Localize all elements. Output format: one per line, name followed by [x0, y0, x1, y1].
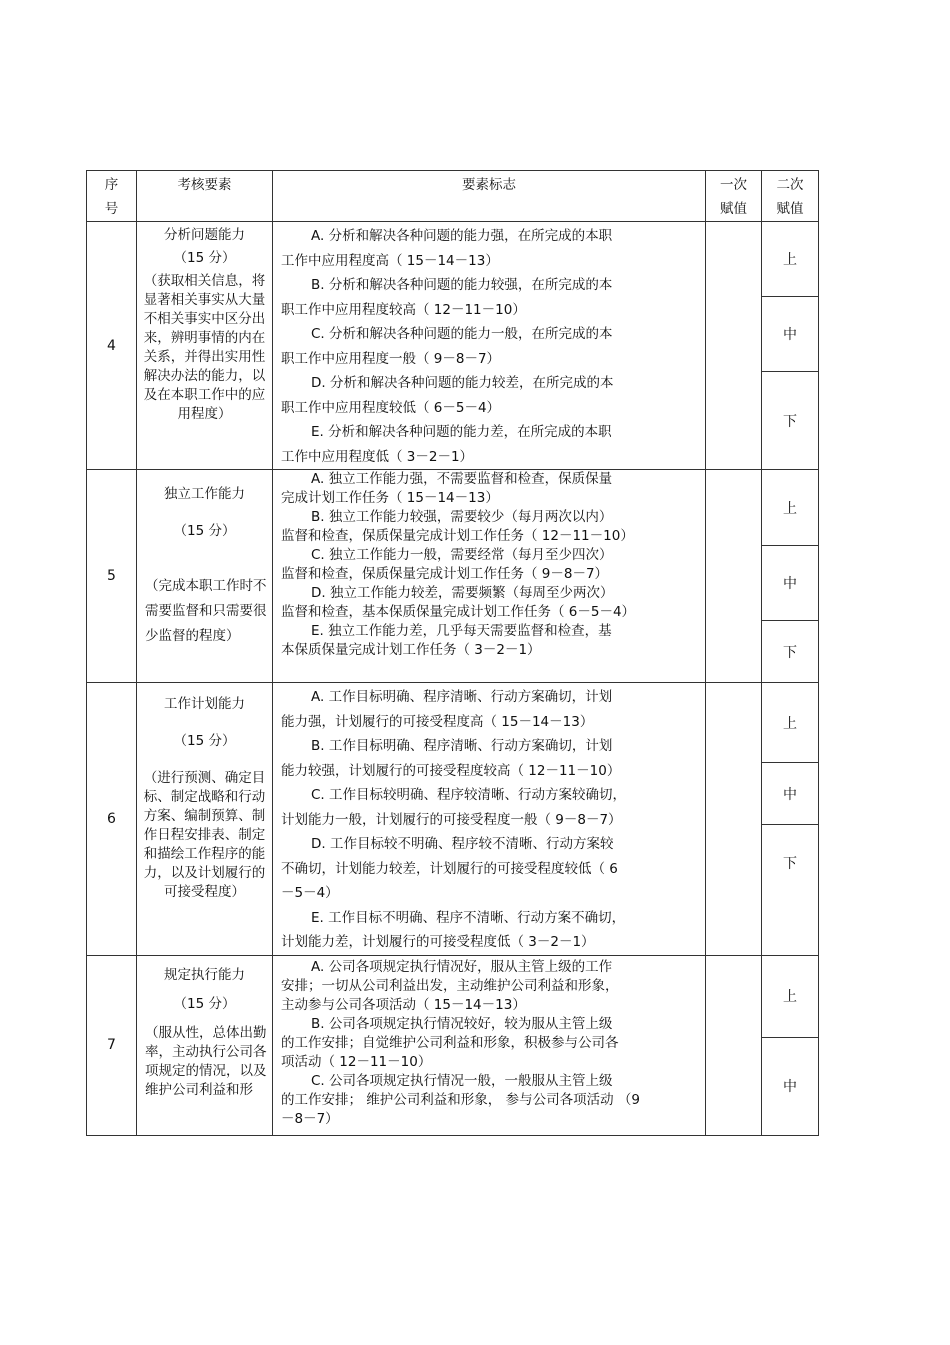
element-score: （15 分）	[173, 995, 236, 1012]
grade-high[interactable]: 上	[762, 470, 819, 546]
header-no: 序 号	[87, 171, 137, 222]
header-row	[87, 171, 819, 222]
criteria-cell: A. 独立工作能力强，不需要监督和检查，保质保量 完成计划工作任务（ 15－14－13） B. 独立工作能力较强，需要较少（每月两次以内） 监督和检查，保质保量完成计划工作任务（ 12－11－10） C. 独立工作能力一般，需要经常（每月至少四次） 监督和检查，保质保量完成计划工作任务（ 9－8－7） D. 独立工作能力较差，需要频繁（每周至少两次） 监督和检查，基本保质保量完成计划工作任务（ 6－5－4） E. 独立工作能力差，几乎每天需要监督和检查，基 本保质保量完成计划工作任务（ 3－2－1）	[273, 470, 706, 683]
element-score: （15 分）	[173, 733, 236, 749]
header-criteria: 要素标志	[273, 171, 706, 222]
row-number: 4	[87, 222, 137, 470]
element-description: （完成本职工作时不需要监督和只需要很少监督的程度）	[145, 578, 267, 644]
element-title: 规定执行能力	[164, 966, 245, 983]
first-score-cell[interactable]	[706, 470, 762, 683]
element-score: （15 分）	[173, 523, 236, 539]
grade-low[interactable]: 下	[762, 621, 819, 683]
element-title: 分析问题能力	[164, 227, 245, 243]
grade-mid[interactable]: 中	[762, 546, 819, 621]
element-description: （进行预测、确定目标、制定战略和行动方案、编制预算、制作日程安排表、制定和描绘工作程序的能力，以及计划履行的可接受程度）	[143, 770, 266, 900]
first-score-cell[interactable]	[706, 955, 762, 1135]
criteria-cell: A. 公司各项规定执行情况好，服从主管上级的工作 安排；一切从公司利益出发，主动维护公司利益和形象， 主动参与公司各项活动（ 15－14－13） B. 公司各项规定执行情况较好，较为服从主管上级 的工作安排；自觉维护公司利益和形象，积极参与公司各 项活动（ 12－11－10） C. 公司各项规定执行情况一般，一般服从主管上级 的工作安排； 维护公司利益和形象， 参与公司各项活动 （9 －8－7）	[273, 955, 706, 1135]
element-description: （获取相关信息，将显著相关事实从大量不相关事实中区分出来，辨明事情的内在关系，并得出实用性解决办法的能力，以及在本职工作中的应用程度）	[143, 273, 266, 422]
element-cell	[137, 683, 273, 956]
table-row	[87, 222, 819, 297]
grade-mid[interactable]: 中	[762, 297, 819, 372]
grade-high[interactable]: 上	[762, 955, 819, 1037]
criteria-cell: A. 分析和解决各种问题的能力强，在所完成的本职 工作中应用程度高（ 15－14－13） B. 分析和解决各种问题的能力较强，在所完成的本 职工作中应用程度较高（ 12－11－10） C. 分析和解决各种问题的能力一般，在所完成的本 职工作中应用程度一般（ 9－8－7） D. 分析和解决各种问题的能力较差，在所完成的本 职工作中应用程度较低（ 6－5－4） E. 分析和解决各种问题的能力差，在所完成的本职 工作中应用程度低（ 3－2－1）	[273, 222, 706, 470]
element-cell	[137, 222, 273, 470]
header-element: 考核要素	[137, 171, 273, 222]
grade-high[interactable]: 上	[762, 222, 819, 297]
element-cell	[137, 470, 273, 683]
table-row	[87, 955, 819, 1037]
first-score-cell[interactable]	[706, 683, 762, 956]
row-number: 5	[87, 470, 137, 683]
criteria-cell: A. 工作目标明确、程序清晰、行动方案确切，计划 能力强，计划履行的可接受程度高（ 15－14－13） B. 工作目标明确、程序清晰、行动方案确切，计划 能力较强，计划履行的可接受程度较高（ 12－11－10） C. 工作目标较明确、程序较清晰、行动方案较确切， 计划能力一般，计划履行的可接受程度一般（ 9－8－7） D. 工作目标较不明确、程序较不清晰、行动方案较 不确切，计划能力较差，计划履行的可接受程度较低（ 6 －5－4） E. 工作目标不明确、程序不清晰、行动方案不确切， 计划能力差，计划履行的可接受程度低（ 3－2－1）	[273, 683, 706, 956]
element-title: 工作计划能力	[164, 696, 245, 712]
element-description: （服从性，总体出勤率，主动执行公司各项规定的情况，以及维护公司利益和形	[145, 1024, 267, 1098]
row-number: 6	[87, 683, 137, 956]
table-row	[87, 470, 819, 546]
evaluation-table	[86, 170, 819, 1136]
element-score: （15 分）	[173, 250, 236, 266]
table-row	[87, 683, 819, 763]
evaluation-table-container	[86, 170, 818, 1136]
element-title: 独立工作能力	[164, 486, 245, 502]
element-cell	[137, 955, 273, 1135]
header-first-score: 一次 赋值	[706, 171, 762, 222]
grade-mid[interactable]: 中	[762, 1037, 819, 1135]
first-score-cell[interactable]	[706, 222, 762, 470]
grade-low[interactable]: 下	[762, 825, 819, 955]
grade-low[interactable]: 下	[762, 372, 819, 470]
grade-mid[interactable]: 中	[762, 763, 819, 825]
grade-high[interactable]: 上	[762, 683, 819, 763]
header-second-score: 二次 赋值	[762, 171, 819, 222]
row-number: 7	[87, 955, 137, 1135]
